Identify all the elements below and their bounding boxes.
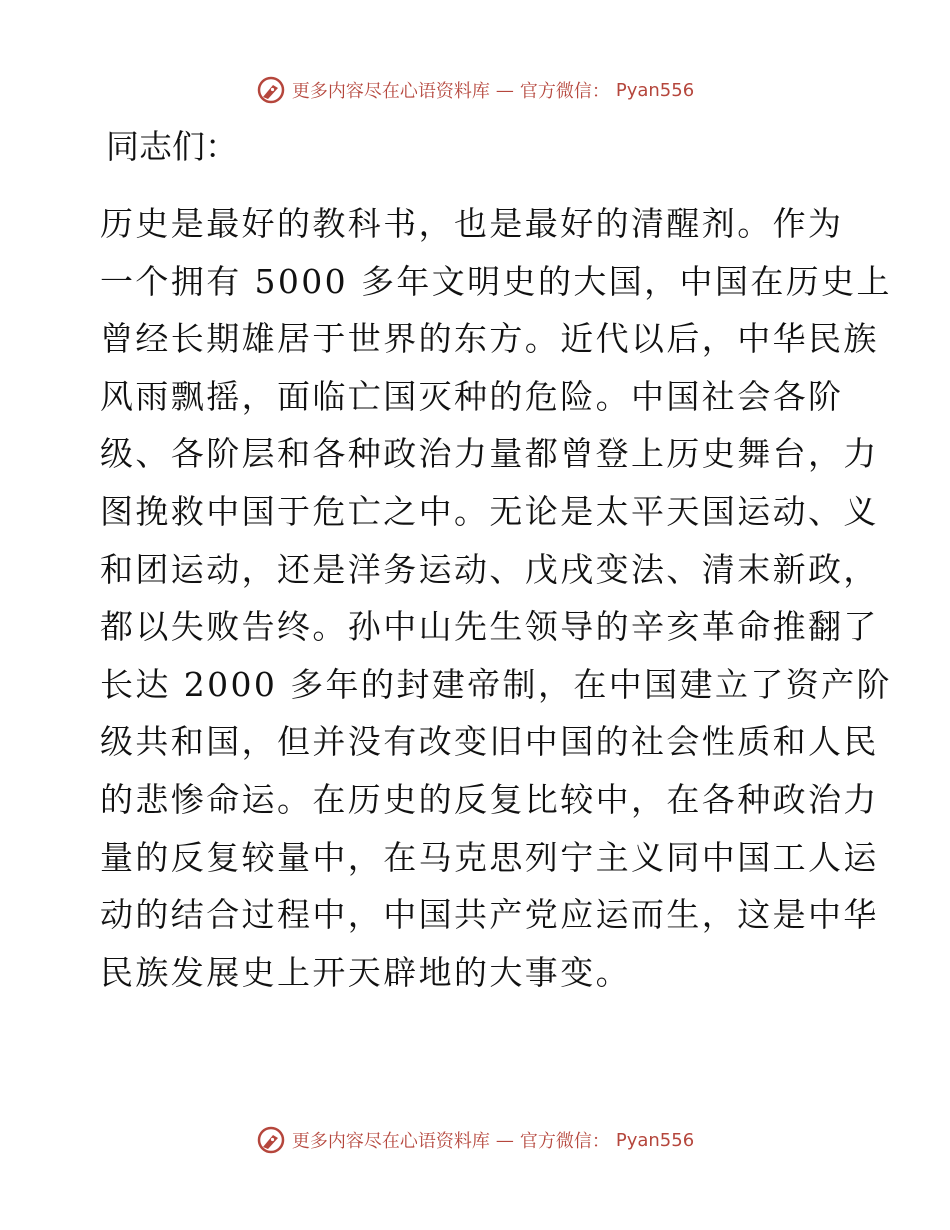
footer-wechat-label: 官方微信： [519,1131,610,1152]
paragraph-line: 级、各阶层和各种政治力量都曾登上历史舞台，力 [100,434,879,474]
paragraph-line: 量的反复较量中，在马克思列宁主义同中国工人运 [100,837,879,877]
paragraph-line: 历史是最好的教科书，也是最好的清醒剂。作为 [100,204,844,243]
footer-watermark-banner [0,1120,950,1160]
paragraph-line: 级共和国，但并没有改变旧中国的社会性质和人民 [100,722,879,762]
speech-paragraph [100,195,892,1001]
header-wechat-label: 官方微信： [519,81,610,102]
paragraph-line: 的悲惨命运。在历史的反复比较中，在各种政治力 [100,779,879,819]
pen-nib-icon [256,1125,286,1155]
header-separator: — [495,79,514,101]
paragraph-line: 曾经长期雄居于世界的东方。近代以后，中华民族 [100,319,879,359]
paragraph-line: 一个拥有 5000 多年文明史的大国，中国在历史上 [100,261,892,301]
paragraph-line: 风雨飘摇，面临亡国灭种的危险。中国社会各阶 [100,376,844,416]
header-wechat-id: Pyan556 [615,79,695,101]
paragraph-line: 长达 2000 多年的封建帝制，在中国建立了资产阶 [100,664,892,704]
footer-wechat-id: Pyan556 [615,1129,695,1151]
header-watermark-banner [0,70,950,110]
paragraph-line: 和团运动，还是洋务运动、戊戌变法、清末新政， [100,549,879,589]
paragraph-line: 都以失败告终。孙中山先生领导的辛亥革命推翻了 [100,607,879,647]
footer-separator: — [495,1129,514,1151]
footer-brand-text: 更多内容尽在心语资料库 [291,1131,490,1152]
paragraph-line: 动的结合过程中，中国共产党应运而生，这是中华 [100,895,879,935]
pen-nib-icon [256,75,286,105]
salutation: 同志们： [106,127,238,166]
header-brand-text: 更多内容尽在心语资料库 [291,81,490,102]
paragraph-line: 图挽救中国于危亡之中。无论是太平天国运动、义 [100,491,879,531]
paragraph-line: 民族发展史上开天辟地的大事变。 [100,952,631,992]
